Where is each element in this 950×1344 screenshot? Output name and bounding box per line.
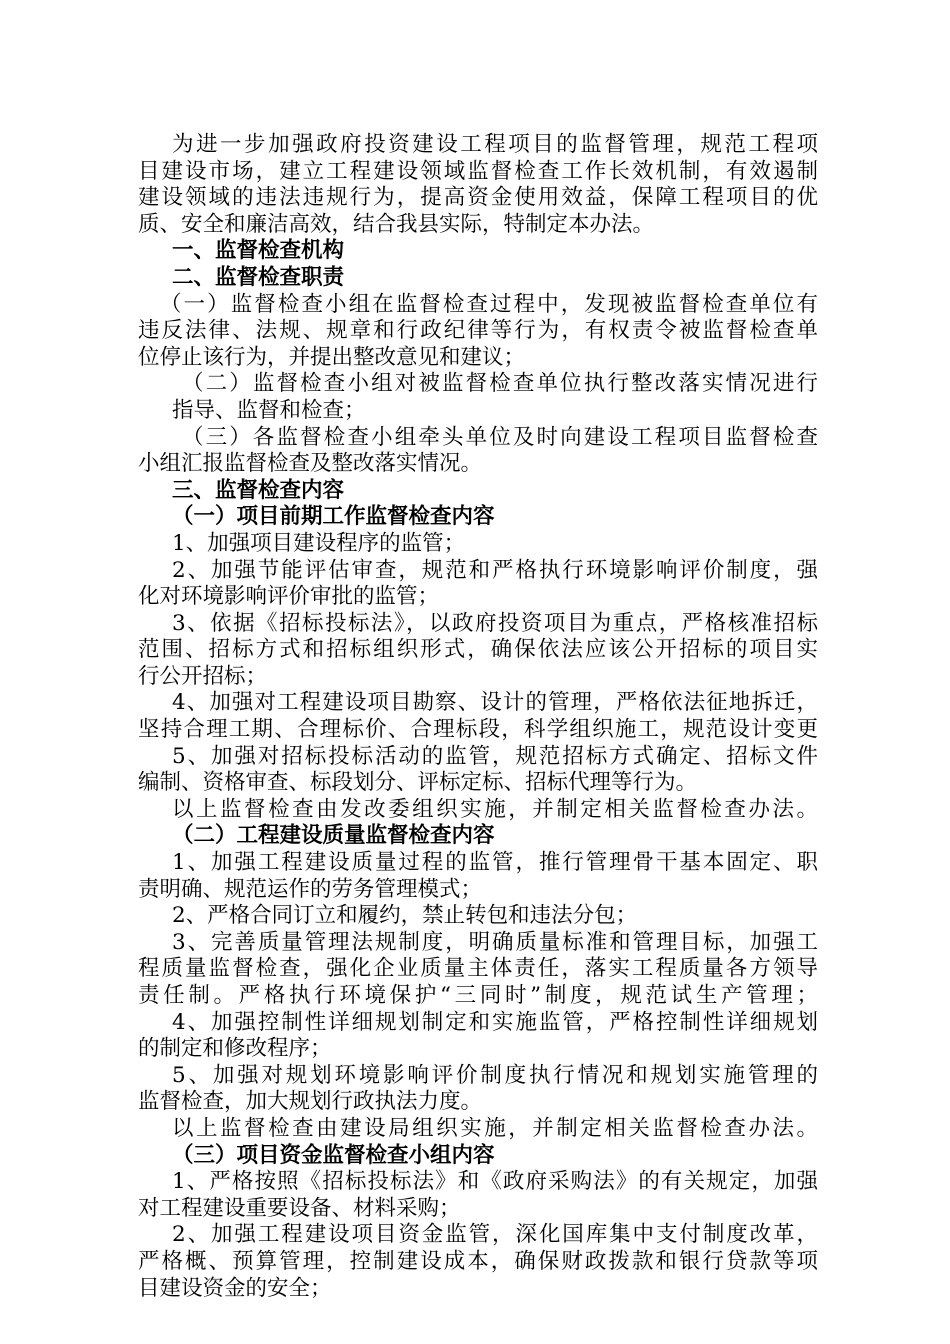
text-line: 目建设资金的安全； — [138, 1275, 332, 1301]
section-heading: 一、监督检查机构 — [172, 238, 345, 264]
document-page — [138, 132, 818, 1302]
text-line: 建设领域的违法违规行为，提高资金使用效益，保障工程项目的优 — [138, 185, 818, 211]
text-line: 违反法律、法规、规章和行政纪律等行为，有权责令被监督检查单 — [138, 318, 818, 344]
section-heading: 二、监督检查职责 — [172, 264, 345, 290]
text-line: 1、加强项目建设程序的监管； — [172, 530, 466, 556]
text-line: 范围、招标方式和招标组织形式，确保依法应该公开招标的项目实 — [138, 637, 818, 663]
text-line: 以上监督检查由建设局组织实施，并制定相关监督检查办法。 — [172, 1115, 818, 1141]
text-line: 编制、资格审查、标段划分、评标定标、招标代理等行为。 — [138, 770, 698, 796]
text-line: 质、安全和廉洁高效，结合我县实际，特制定本办法。 — [138, 211, 655, 237]
text-line: 化对环境影响评价审批的监管； — [138, 584, 440, 610]
text-line: 严格概、预算管理，控制建设成本，确保财政拨款和银行贷款等项 — [138, 1248, 818, 1274]
text-line: 2、加强节能评估审查，规范和严格执行环境影响评价制度，强 — [172, 557, 818, 583]
section-1-items — [138, 531, 818, 824]
text-line: 程质量监督检查，强化企业质量主体责任，落实工程质量各方领导 — [138, 956, 818, 982]
sub-heading: （一）项目前期工作监督检查内容 — [172, 504, 495, 530]
section-heading: 三、监督检查内容 — [172, 477, 345, 503]
text-line: 4、加强控制性详细规划制定和实施监管，严格控制性详细规划 — [172, 1009, 818, 1035]
text-line: 以上监督检查由发改委组织实施，并制定相关监督检查办法。 — [172, 796, 818, 822]
text-line: 小组汇报监督检查及整改落实情况。 — [138, 451, 483, 477]
duties-paragraphs — [138, 292, 818, 478]
text-line: 1、严格按照《招标投标法》和《政府采购法》的有关规定，加强 — [172, 1169, 818, 1195]
text-line: 责明确、规范运作的劳务管理模式； — [138, 876, 483, 902]
text-line: 责任制。严格执行环境保护“三同时”制度，规范试生产管理； — [138, 983, 818, 1008]
text-line: 2、严格合同订立和履约，禁止转包和违法分包； — [172, 903, 638, 929]
text-line: 的制定和修改程序； — [138, 1036, 332, 1062]
text-line: 为进一步加强政府投资建设工程项目的监督管理，规范工程项 — [172, 132, 818, 157]
text-line: 3、完善质量管理法规制度，明确质量标准和管理目标，加强工 — [172, 929, 818, 955]
section-3-items — [138, 1169, 818, 1302]
text-line: （一）监督检查小组在监督检查过程中，发现被监督检查单位有 — [160, 291, 818, 317]
sub-heading: （二）工程建设质量监督检查内容 — [172, 823, 495, 849]
text-line: 坚持合理工期、合理标价、合理标段，科学组织施工，规范设计变更 — [138, 717, 818, 743]
text-line: 3、依据《招标投标法》，以政府投资项目为重点，严格核准招标 — [172, 610, 818, 636]
section-2-items — [138, 850, 818, 1143]
text-line: 位停止该行为，并提出整改意见和建议； — [138, 344, 526, 370]
text-line: 行公开招标； — [138, 663, 268, 689]
text-line: 指导、监督和检查； — [172, 397, 366, 423]
text-line: （二）监督检查小组对被监督检查单位执行整改落实情况进行 — [182, 371, 818, 397]
text-line: 1、加强工程建设质量过程的监管，推行管理骨干基本固定、职 — [172, 850, 818, 876]
text-line: 2、加强工程建设项目资金监管，深化国库集中支付制度改革， — [172, 1222, 818, 1248]
text-line: （三）各监督检查小组牵头单位及时向建设工程项目监督检查 — [182, 424, 818, 450]
text-line: 目建设市场，建立工程建设领域监督检查工作长效机制，有效遏制 — [138, 158, 818, 184]
intro-paragraph — [138, 132, 818, 238]
text-line: 对工程建设重要设备、材料采购； — [138, 1195, 461, 1221]
text-line: 4、加强对工程建设项目勘察、设计的管理，严格依法征地拆迁， — [172, 690, 818, 716]
text-line: 监督检查，加大规划行政执法力度。 — [138, 1089, 483, 1115]
sub-heading: （三）项目资金监督检查小组内容 — [172, 1142, 495, 1168]
text-line: 5、加强对招标投标活动的监管，规范招标方式确定、招标文件 — [172, 743, 818, 769]
text-line: 5、加强对规划环境影响评价制度执行情况和规划实施管理的 — [172, 1062, 818, 1088]
